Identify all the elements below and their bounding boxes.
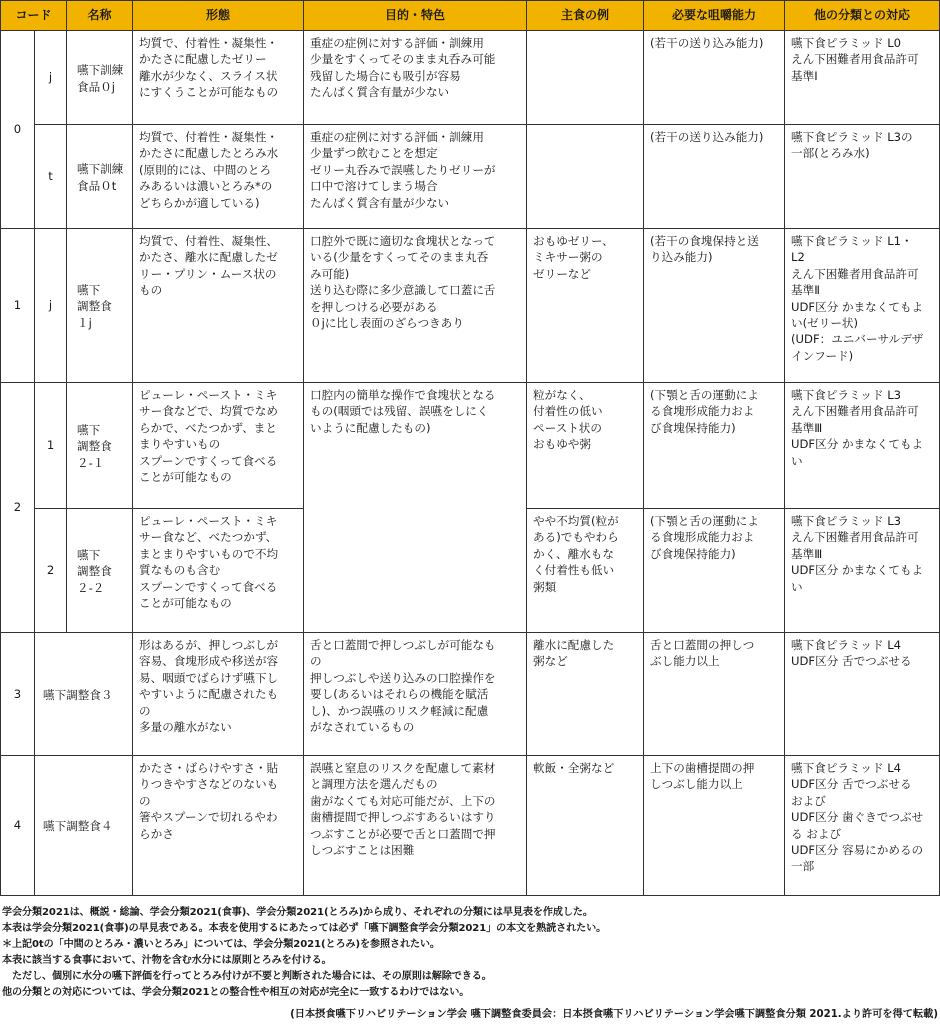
subcode-cell: 1: [35, 383, 67, 509]
purpose-cell: 口腔内の簡単な操作で食塊状となる もの(咽頭では残留、誤嚥をしにく いように配慮したもの): [304, 383, 527, 633]
name-cell: 嚥下調整食３: [35, 633, 133, 756]
subcode-cell: j: [35, 229, 67, 383]
header-name: 名称: [67, 1, 133, 31]
table-row: [1, 125, 940, 229]
staple-cell: 粒がなく、 付着性の低い ペースト状の おもゆや粥: [527, 383, 644, 509]
footnotes: [2, 905, 938, 1000]
purpose-cell: 誤嚥と窒息のリスクを配慮して素材 と調理方法を選んだもの 歯がなくても対応可能だが、上下の 歯槽提間で押しつぶすあるいはすり つぶすことが必要で舌と口蓋間で押 しつぶすことは困難: [304, 756, 527, 896]
purpose-cell: 舌と口蓋間で押しつぶしが可能なも の 押しつぶしや送り込みの口腔操作を 要し(あるいはそれらの機能を賦活 し)、かつ誤嚥のリスク軽減に配慮 がなされているもの: [304, 633, 527, 756]
purpose-cell: 重症の症例に対する評価・訓練用 少量ずつ飲むことを想定 ゼリー丸呑みで誤嚥したりゼリーが 口中で溶けてしまう場合 たんぱく質含有量が少ない: [304, 125, 527, 229]
form-cell: 均質で、付着性、凝集性、 かたさ、離水に配慮したゼ リー・プリン・ムース状の もの: [133, 229, 304, 383]
code-cell: 2: [1, 383, 35, 633]
ability-cell: 上下の歯槽提間の押 しつぶし能力以上: [644, 756, 785, 896]
code-cell: 0: [1, 31, 35, 229]
other-cell: 嚥下食ピラミッド L1・ L2 えん下困難者用食品許可 基準Ⅱ UDF区分 かまなくてもよ い(ゼリー状) (UDF：ユニバーサルデザ インフード): [785, 229, 940, 383]
footnote-line: ＊上記0tの「中間のとろみ・濃いとろみ」については、学会分類2021(とろみ)を参照されたい。: [2, 938, 440, 950]
footnote-line: ただし、個別に水分の嚥下評価を行ってとろみ付けが不要と判断された場合には、その原則は解除できる。: [2, 970, 492, 982]
footnote-line: 他の分類との対応については、学会分類2021との整合性や相互の対応が完全に一致するわけではない。: [2, 986, 470, 998]
header-code: コード: [1, 1, 67, 31]
other-cell: 嚥下食ピラミッド L3 えん下困難者用食品許可 基準Ⅲ UDF区分 かまなくてもよ い: [785, 509, 940, 633]
purpose-cell: 口腔外で既に適切な食塊状となって いる(少量をすくってそのまま丸呑 み可能) 送り込む際に多少意識して口蓋に舌 を押しつける必要がある ０jに比し表面のざらつきあり: [304, 229, 527, 383]
staple-cell: 軟飯・全粥など: [527, 756, 644, 896]
table-header-row: [1, 1, 940, 31]
form-cell: 均質で、付着性・凝集性・ かたさに配慮したとろみ水 (原則的には、中間のとろ みあるいは濃いとろみ*の どちらかが適している): [133, 125, 304, 229]
ability-cell: (下顎と舌の運動によ る食塊形成能力およ び食塊保持能力): [644, 509, 785, 633]
ability-cell: (下顎と舌の運動によ る食塊形成能力およ び食塊保持能力): [644, 383, 785, 509]
footnote-line: 本表に該当する食事において、汁物を含む水分には原則とろみを付ける。: [2, 954, 332, 966]
code-cell: 4: [1, 756, 35, 896]
staple-cell: やや不均質(粒が ある)でもやわら かく、離水もな く付着性も低い 粥類: [527, 509, 644, 633]
table-row: [1, 756, 940, 896]
subcode-cell: 2: [35, 509, 67, 633]
table-row: [1, 229, 940, 383]
header-other: 他の分類との対応: [785, 1, 940, 31]
source-credit: (日本摂食嚥下リハビリテーション学会 嚥下調整食委員会：日本摂食嚥下リハビリテーション学会嚥下調整食分類 2021.より許可を得て転載): [290, 1009, 938, 1020]
form-cell: ピューレ・ペースト・ミキ サー食など、べたつかず、 まとまりやすいもので不均 質なものも含む スプーンですくって食べる ことが可能なもの: [133, 509, 304, 633]
code-cell: 3: [1, 633, 35, 756]
name-cell: 嚥下訓練 食品０j: [67, 31, 133, 125]
form-cell: ピューレ・ペースト・ミキ サー食などで、均質でなめ らかで、べたつかず、まと まりやすいもの スプーンですくって食べる ことが可能なもの: [133, 383, 304, 509]
other-cell: 嚥下食ピラミッド L3 えん下困難者用食品許可 基準Ⅲ UDF区分 かまなくてもよ い: [785, 383, 940, 509]
table-row: [1, 383, 940, 509]
other-cell: 嚥下食ピラミッド L0 えん下困難者用食品許可 基準Ⅰ: [785, 31, 940, 125]
ability-cell: 舌と口蓋間の押しつ ぶし能力以上: [644, 633, 785, 756]
other-cell: 嚥下食ピラミッド L3の 一部(とろみ水): [785, 125, 940, 229]
ability-cell: (若干の食塊保持と送 り込み能力): [644, 229, 785, 383]
table-row: [1, 633, 940, 756]
name-cell: 嚥下 調整食 ２-１: [67, 383, 133, 509]
staple-cell: [527, 31, 644, 125]
footnote-line: 本表は学会分類2021(食事)の早見表である。本表を使用するにあたっては必ず「嚥下調整食学会分類2021」の本文を熟読されたい。: [2, 922, 607, 934]
name-cell: 嚥下訓練 食品０t: [67, 125, 133, 229]
staple-cell: [527, 125, 644, 229]
other-cell: 嚥下食ピラミッド L4 UDF区分 舌でつぶせる: [785, 633, 940, 756]
ability-cell: (若干の送り込み能力): [644, 125, 785, 229]
form-cell: 形はあるが、押しつぶしが 容易、食塊形成や移送が容 易、咽頭でばらけず嚥下し やすいように配慮されたも の 多量の離水がない: [133, 633, 304, 756]
code-cell: 1: [1, 229, 35, 383]
header-purpose: 目的・特色: [304, 1, 527, 31]
header-staple: 主食の例: [527, 1, 644, 31]
name-cell: 嚥下調整食４: [35, 756, 133, 896]
form-cell: 均質で、付着性・凝集性・ かたさに配慮したゼリー 離水が少なく、スライス状 にすくうことが可能なもの: [133, 31, 304, 125]
name-cell: 嚥下 調整食 １j: [67, 229, 133, 383]
subcode-cell: t: [35, 125, 67, 229]
header-form: 形態: [133, 1, 304, 31]
staple-cell: 離水に配慮した 粥など: [527, 633, 644, 756]
staple-cell: おもゆゼリー、 ミキサー粥の ゼリーなど: [527, 229, 644, 383]
footnote-line: 学会分類2021は、概説・総論、学会分類2021(食事)、学会分類2021(とろみ)から成り、それぞれの分類には早見表を作成した。: [2, 907, 593, 918]
other-cell: 嚥下食ピラミッド L4 UDF区分 舌でつぶせる および UDF区分 歯ぐきでつぶせ る および UDF区分 容易にかめるの 一部: [785, 756, 940, 896]
subcode-cell: j: [35, 31, 67, 125]
ability-cell: (若干の送り込み能力): [644, 31, 785, 125]
table-row: [1, 31, 940, 125]
name-cell: 嚥下 調整食 ２-２: [67, 509, 133, 633]
form-cell: かたさ・ばらけやすさ・貼 りつきやすさなどのないも の 箸やスプーンで切れるやわ らかさ: [133, 756, 304, 896]
header-ability: 必要な咀嚼能力: [644, 1, 785, 31]
purpose-cell: 重症の症例に対する評価・訓練用 少量をすくってそのまま丸呑み可能 残留した場合にも吸引が容易 たんぱく質含有量が少ない: [304, 31, 527, 125]
